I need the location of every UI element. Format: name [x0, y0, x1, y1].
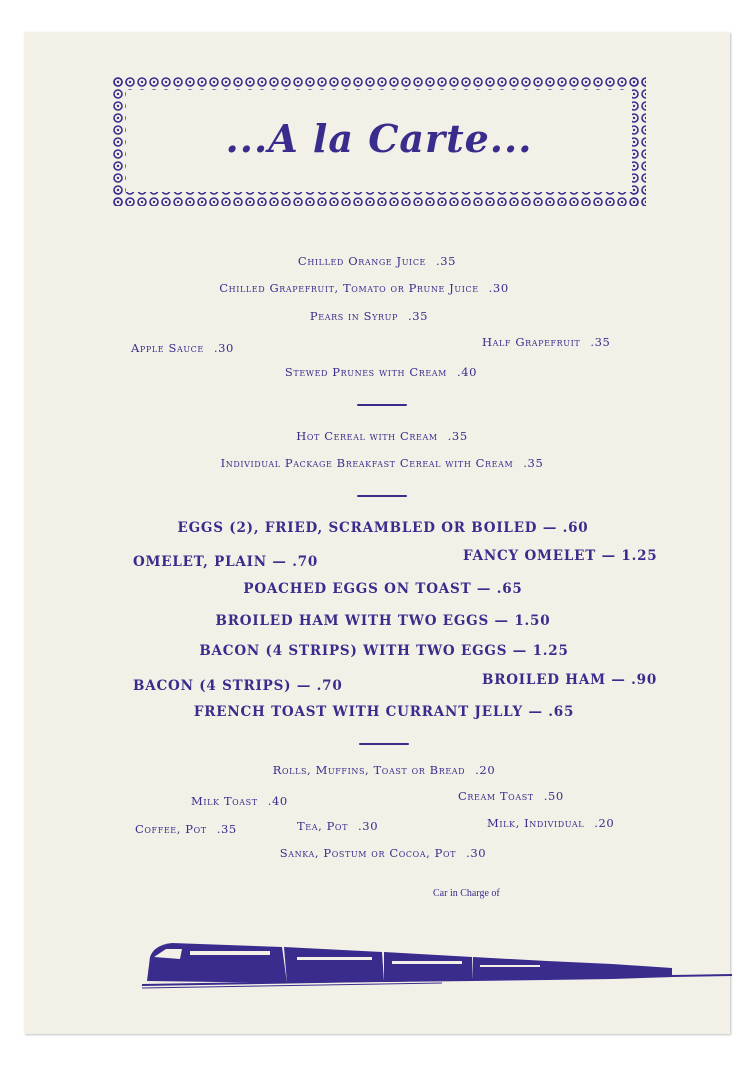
divider — [357, 404, 407, 406]
item-coffee: Coffee, Pot .35 — [135, 822, 237, 836]
item-fancy-omelet: FANCY OMELET — 1.25 — [463, 548, 658, 564]
item-poached-eggs: POACHED EGGS ON TOAST — .65 — [243, 581, 523, 597]
divider — [359, 743, 409, 745]
car-in-charge-label: Car in Charge of — [433, 888, 500, 899]
item-cream-toast: Cream Toast .50 — [458, 789, 564, 803]
item-bacon-eggs: BACON (4 STRIPS) WITH TWO EGGS — 1.25 — [199, 643, 569, 659]
item-omelet-plain: OMELET, PLAIN — .70 — [133, 554, 319, 570]
item-tea: Tea, Pot .30 — [297, 819, 379, 833]
item-milk-toast: Milk Toast .40 — [191, 794, 288, 808]
item-rolls: Rolls, Muffins, Toast or Bread .20 — [272, 763, 496, 777]
item-bacon: BACON (4 STRIPS) — .70 — [133, 678, 343, 694]
divider — [357, 495, 407, 497]
item-stewed-prunes: Stewed Prunes with Cream .40 — [284, 365, 478, 379]
menu-card — [24, 32, 730, 1034]
item-half-grapefruit: Half Grapefruit .35 — [482, 335, 611, 349]
item-pears: Pears in Syrup .35 — [309, 309, 429, 323]
item-french-toast: FRENCH TOAST WITH CURRANT JELLY — .65 — [193, 704, 575, 720]
item-ham-eggs: BROILED HAM WITH TWO EGGS — 1.50 — [215, 613, 551, 629]
item-broiled-ham: BROILED HAM — .90 — [482, 672, 658, 688]
train-illustration — [142, 937, 732, 992]
item-hot-cereal: Hot Cereal with Cream .35 — [296, 429, 468, 443]
item-orange-juice: Chilled Orange Juice .35 — [297, 254, 457, 268]
item-eggs: EGGS (2), FRIED, SCRAMBLED OR BOILED — .60 — [177, 520, 589, 536]
item-grapefruit-juice: Chilled Grapefruit, Tomato or Prune Juice .30 — [219, 281, 509, 295]
item-apple-sauce: Apple Sauce .30 — [131, 341, 234, 355]
menu-title: ...A la Carte... — [225, 116, 533, 161]
item-package-cereal: Individual Package Breakfast Cereal with Cream .35 — [220, 456, 544, 470]
item-sanka: Sanka, Postum or Cocoa, Pot .30 — [279, 846, 487, 860]
item-milk: Milk, Individual .20 — [487, 816, 615, 830]
